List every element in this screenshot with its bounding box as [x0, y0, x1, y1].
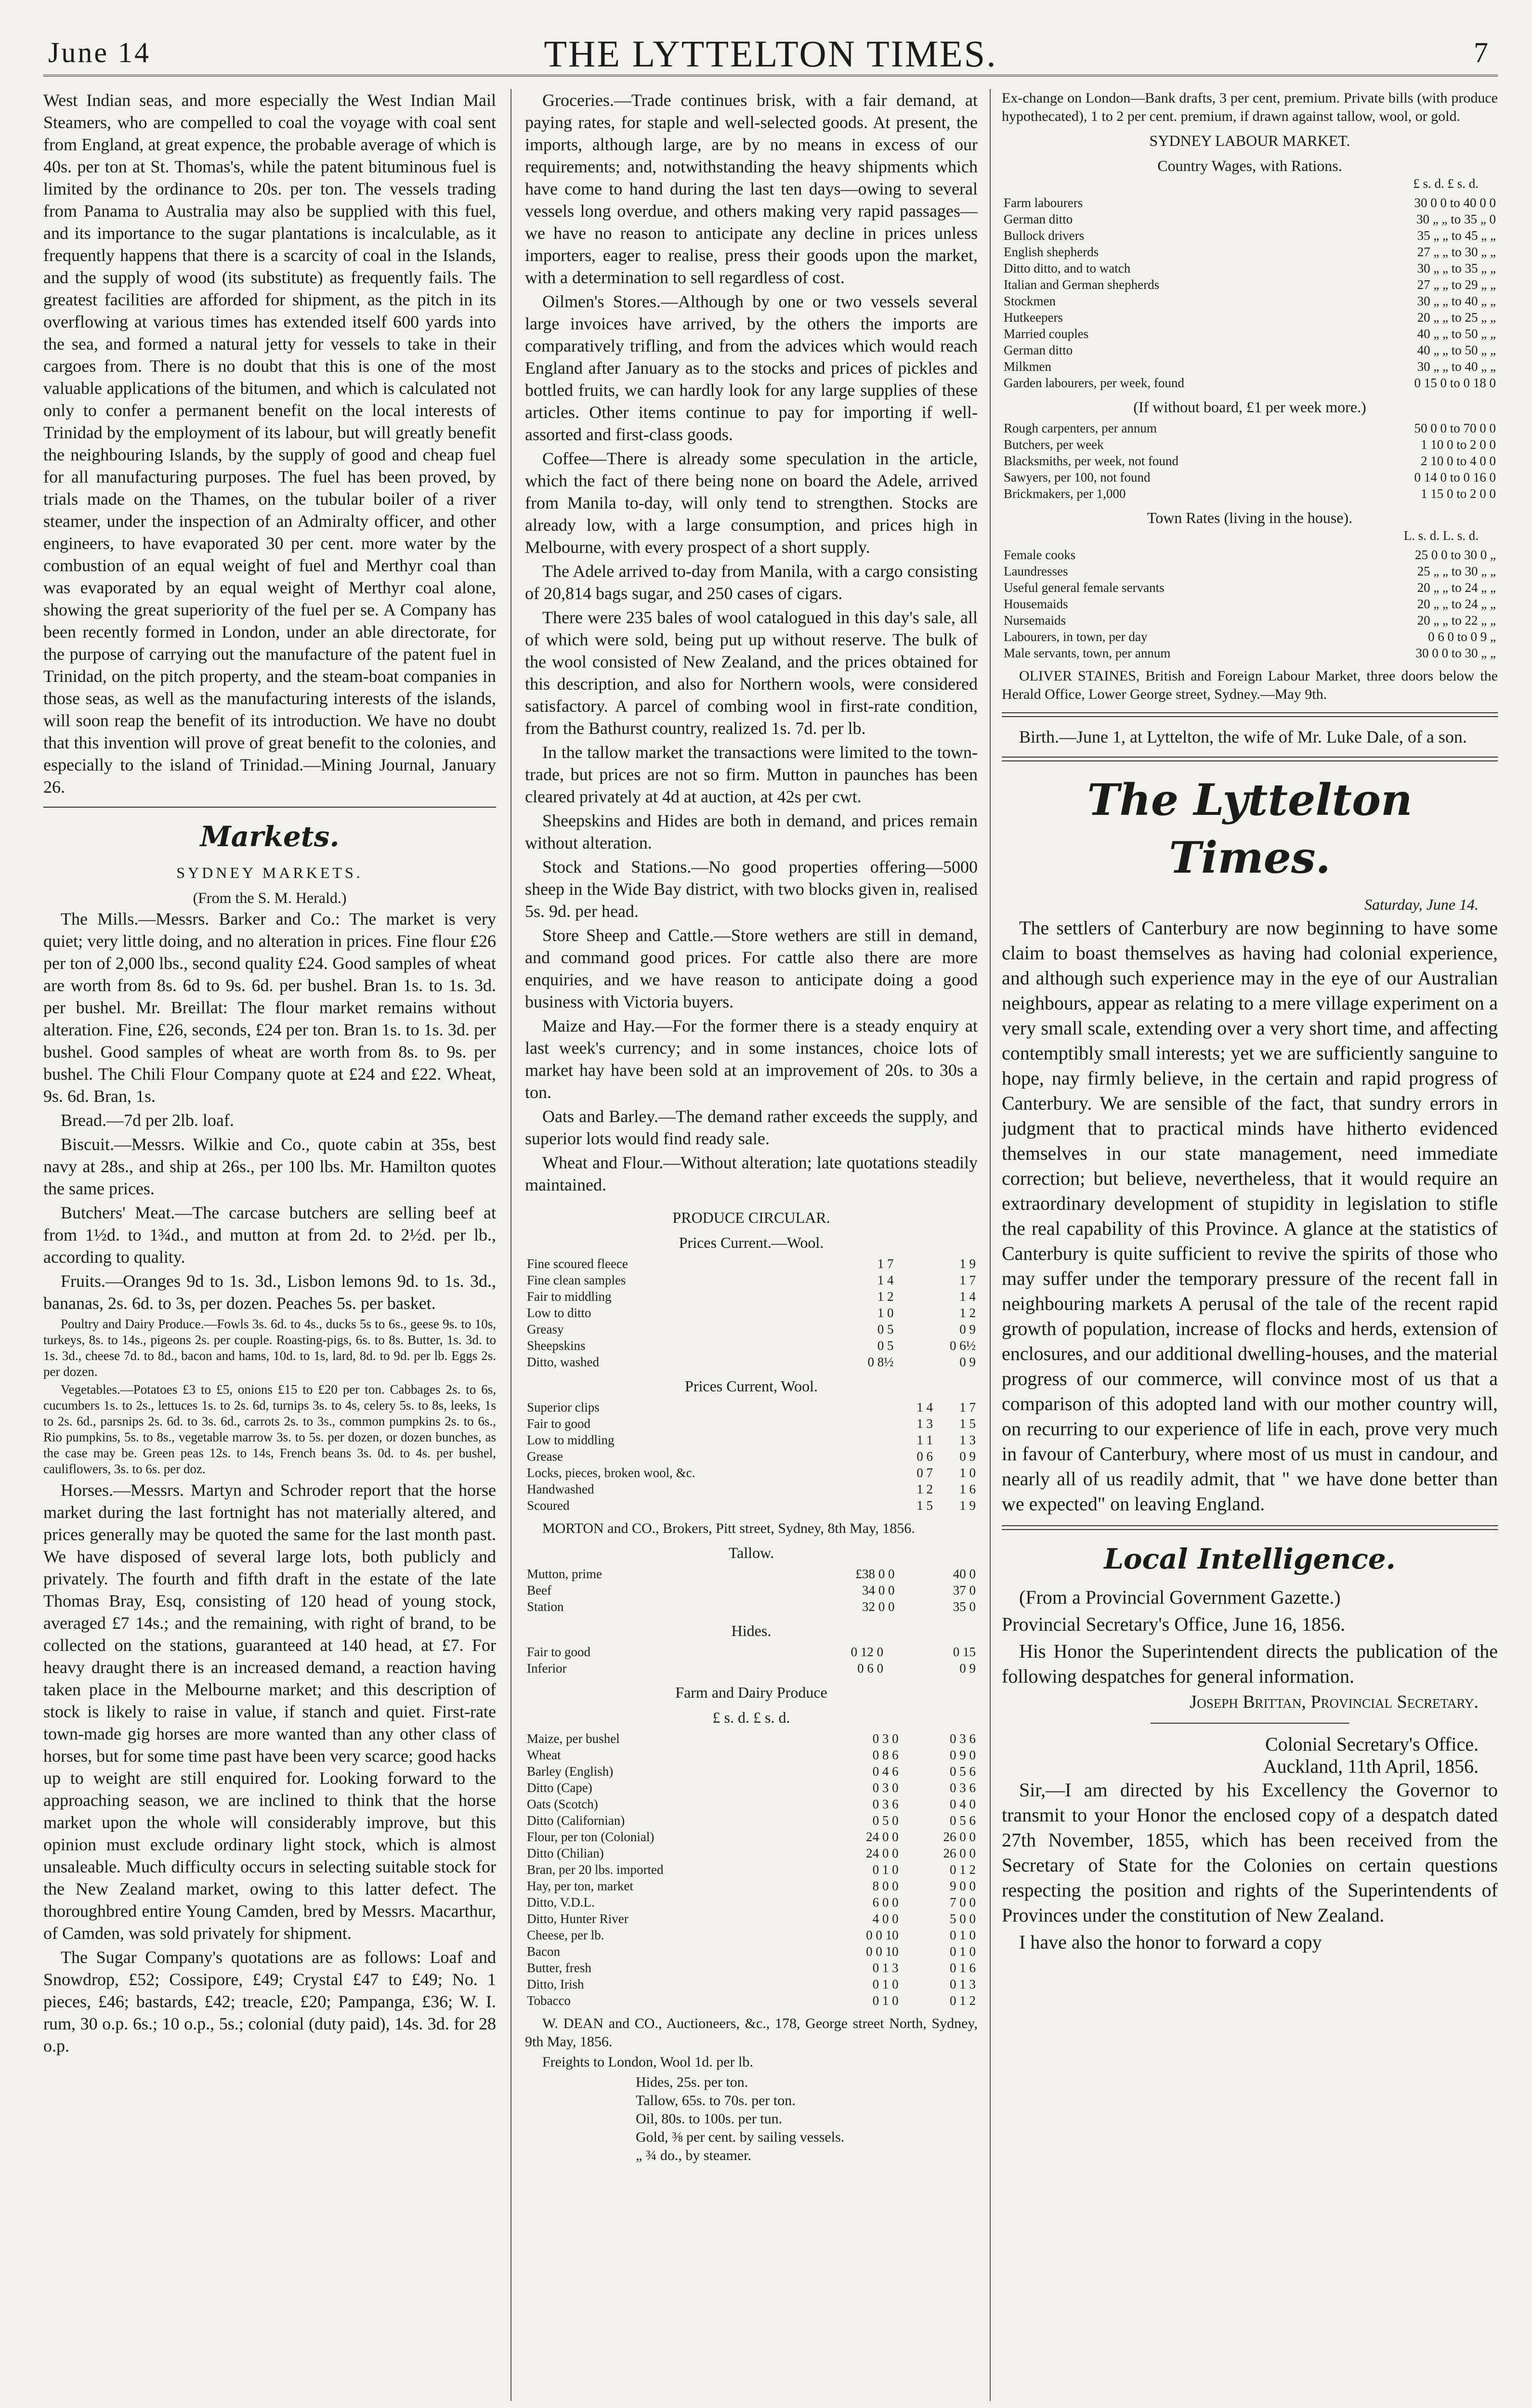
- table-row: [1002, 612, 1498, 628]
- adele-report: The Adele arrived to-day from Manila, with a cargo consisting of 20,814 bags sugar, and 250 cases of cigars.: [525, 562, 978, 603]
- gazette-source: (From a Provincial Government Gazette.): [1019, 1586, 1341, 1608]
- row-value: 0 3 6: [872, 1797, 899, 1811]
- row-value: 0 0 10: [866, 1944, 899, 1959]
- table-row: [525, 1432, 978, 1448]
- table-row: [1002, 244, 1498, 260]
- row-value: 24 0 0: [866, 1830, 899, 1844]
- labour-subheading: Country Wages, with Rations.: [1157, 157, 1342, 174]
- row-label: Handwashed: [527, 1482, 594, 1496]
- row-label: Female cooks: [1004, 548, 1076, 562]
- row-value: 0 1 0: [872, 1862, 899, 1877]
- row-value: 0 5 6: [950, 1813, 976, 1828]
- row-value: 1 0: [959, 1466, 976, 1480]
- table-row: [1002, 436, 1498, 453]
- row-value: 27 „ „ to 29 „ „: [1417, 277, 1496, 292]
- freights-heading: Freights to London, Wool 1d. per lb.: [542, 2054, 753, 2070]
- table-row: [525, 1943, 978, 1960]
- row-value: 5 0 0: [950, 1911, 976, 1926]
- divider: [1002, 712, 1498, 717]
- row-label: Italian and German shepherds: [1004, 277, 1160, 292]
- row-label: Oats (Scotch): [527, 1797, 598, 1811]
- row-value: 9 0 0: [950, 1879, 976, 1893]
- horses-report: Horses.—Messrs. Martyn and Schroder report that the horse market during the last fortnight has not materially altered, and prices generally may be quoted the same for the last month past. We have disposed of several large lots, both publicly and privately. The fourth and fifth draft in the estate of the late Thomas Bray, Esq, consisting of 120 head of young stock, averaged £7 14s.; and the remaining, with right of brand, to be collected on the stations, guaranteed at 140 head, at £7. For heavy draught there is an increased demand, a reaction having taken place in the Melbourne market; and this description of stock is likely to raise in value, if stanch and quiet. First-rate town-made gig horses are more wanted than any other class of horses, but for some time past have been very scarce; good hacks up to weight are still enquired for. Looking forward to the approaching season, we are inclined to think that the horse market upon the whole will considerably improve, but this opinion must exclude ordinary light stock, which is almost unsaleable. Much difficulty occurs in selecting suitable stock for the New Zealand market, owing to this latter defect. The thoroughbred entire Young Camden, bred by Messrs. Macarthur, of Camden, was sold privately for shipment.: [43, 1480, 496, 1943]
- labour-market-heading: SYDNEY LABOUR MARKET.: [1149, 132, 1350, 149]
- row-value: 0 14 0 to 0 16 0: [1414, 470, 1496, 484]
- table-row: [1002, 579, 1498, 596]
- table-row: [1002, 563, 1498, 579]
- row-value: 7 0 0: [950, 1895, 976, 1910]
- letter-body: Sir,—I am directed by his Excellency the Governor to transmit to your Honor the enclosed copy of a despatch dated 27th November, 1855, which has been received from the Secretary of State for the Colonies on certain questions respecting the position and rights of the Superintendents of Provinces under the constitution of New Zealand.: [1002, 1779, 1498, 1926]
- row-label: Low to middling: [527, 1433, 615, 1447]
- divider: [1151, 1723, 1349, 1724]
- row-value: 0 3 0: [872, 1780, 899, 1795]
- row-value: 0 1 0: [950, 1944, 976, 1959]
- secretary-office: Provincial Secretary's Office, June 16, 1856.: [1002, 1613, 1345, 1635]
- row-value: 25 0 0 to 30 0 „: [1415, 548, 1496, 562]
- table-row: [1002, 260, 1498, 276]
- town-units: L. s. d. L. s. d.: [1403, 528, 1479, 543]
- hides-table: [525, 1644, 978, 1676]
- row-value: 30 „ „ to 40 „ „: [1417, 294, 1496, 308]
- row-label: Butter, fresh: [527, 1961, 591, 1975]
- table-row: [525, 1272, 978, 1288]
- table-row: [1002, 375, 1498, 391]
- table-row: [525, 1566, 978, 1582]
- oilmen-report: Oilmen's Stores.—Although by one or two vessels several large invoices have arrived, by the others the imports are comparatively trifling, and from the advices which would reach England after January as to the stocks and prices of pickles and bottled fruits, we can hardly look for any large supplies of these articles. Other items continue to pay for importing if well-assorted and first-class goods.: [525, 292, 978, 444]
- row-value: 1 2: [917, 1482, 933, 1496]
- table-row: [525, 1354, 978, 1370]
- table-row: [525, 1763, 978, 1780]
- produce-circular-heading: PRODUCE CIRCULAR.: [672, 1209, 830, 1226]
- row-value: 1 5: [917, 1498, 933, 1513]
- labour-wages-table: [1002, 195, 1498, 391]
- table-row: [525, 1337, 978, 1354]
- table-row: [525, 1796, 978, 1812]
- dean-signature: W. DEAN and CO., Auctioneers, &c., 178, George street North, Sydney, 9th May, 1856.: [525, 2015, 978, 2050]
- row-value: 0 6 0 to 0 9 „: [1428, 629, 1496, 644]
- row-value: 0 5: [877, 1338, 894, 1353]
- row-value: 0 4 0: [950, 1797, 976, 1811]
- table-row: [1002, 547, 1498, 563]
- row-value: 0 15: [953, 1645, 976, 1659]
- table-row: [1002, 358, 1498, 375]
- table-row: [525, 1465, 978, 1481]
- tallow-report: In the tallow market the transactions were limited to the town-trade, but prices are not so firm. Mutton in paunches has been cleared privately at 4d at auction, at 42s per cwt.: [525, 743, 978, 806]
- table-row: [525, 1812, 978, 1829]
- freight-line: Gold, ⅜ per cent. by sailing vessels.: [636, 2129, 845, 2145]
- tallow-heading: Tallow.: [728, 1544, 774, 1561]
- row-value: 1 4: [877, 1273, 894, 1287]
- table-row: [1002, 485, 1498, 502]
- row-value: 0 9: [959, 1322, 976, 1336]
- row-value: 1 1: [917, 1433, 933, 1447]
- row-value: 0 12 0: [851, 1645, 884, 1659]
- groceries-report: Groceries.—Trade continues brisk, with a fair demand, at paying rates, for staple and well-selected goods. At present, the imports, although large, are by no means in excess of our requirements; and, notwithstanding the heavy shipments which have come to hand during the last ten days—owing to several vessels long overdue, and others making very rapid passages—we have no reason to anticipate any decline in prices unless importers, eager to realise, press their goods upon the market, with a determination to sell regardless of cost.: [525, 91, 978, 287]
- row-value: 30 „ „ to 35 „ 0: [1416, 212, 1496, 226]
- table-row: [525, 1960, 978, 1976]
- exchange-note: Ex-change on London—Bank drafts, 3 per cent, premium. Private bills (with produce hypothecated), 1 to 2 per cent. premium, if drawn against tallow, wool, or gold.: [1002, 90, 1498, 124]
- row-value: 0 1 3: [950, 1977, 976, 1991]
- letter-continues: I have also the honor to forward a copy: [1019, 1931, 1322, 1953]
- row-label: Butchers, per week: [1004, 437, 1104, 452]
- row-value: 27 „ „ to 30 „ „: [1417, 245, 1496, 259]
- row-value: 30 „ „ to 40 „ „: [1417, 359, 1496, 374]
- table-row: [1002, 628, 1498, 645]
- row-value: 20 „ „ to 22 „ „: [1417, 613, 1496, 628]
- freights-list: [525, 2073, 978, 2165]
- table-row: [1002, 645, 1498, 661]
- row-label: Beef: [527, 1583, 551, 1597]
- table-row: [525, 1927, 978, 1943]
- row-label: English shepherds: [1004, 245, 1099, 259]
- row-label: Fair to good: [527, 1645, 590, 1659]
- row-label: Hay, per ton, market: [527, 1879, 633, 1893]
- row-label: Ditto (Cape): [527, 1780, 592, 1795]
- row-value: 26 0 0: [943, 1830, 976, 1844]
- row-value: 24 0 0: [866, 1846, 899, 1860]
- wool-report: There were 235 bales of wool catalogued in this day's sale, all of which were sold, being put up without reserve. The bulk of the wool consisted of New Zealand, and the prices obtained for this description, and also for Northern wools, were considered satisfactory. A parcel of combing wool in first-rate condition, from the Bathurst country, realized 1s. 7d. per lb.: [525, 608, 978, 738]
- page-number: 7: [1474, 37, 1488, 68]
- table-row: [525, 1415, 978, 1432]
- stock-report: Stock and Stations.—No good properties offering—5000 sheep in the Wide Bay district, with two blocks given in, realised 5s. 9d. per head.: [525, 857, 978, 921]
- table-row: [1002, 596, 1498, 612]
- row-value: 1 2: [877, 1289, 894, 1304]
- table-row: [525, 1305, 978, 1321]
- row-value: 30 „ „ to 35 „ „: [1417, 261, 1496, 275]
- row-label: Sheepskins: [527, 1338, 586, 1353]
- farm-units: £ s. d. £ s. d.: [712, 1709, 790, 1726]
- row-label: German ditto: [1004, 212, 1073, 226]
- table-row: [525, 1894, 978, 1911]
- row-value: 35 0: [953, 1599, 976, 1614]
- town-rates-heading: Town Rates (living in the house).: [1147, 509, 1353, 526]
- row-value: 30 0 0 to 30 „ „: [1415, 646, 1496, 660]
- table-row: [1002, 276, 1498, 293]
- row-value: 37 0: [953, 1583, 976, 1597]
- maize-report: Maize and Hay.—For the former there is a steady enquiry at last week's currency; and in some instances, choice lots of market hay have been sold at an improvement of 20s. to 30s a ton.: [525, 1016, 978, 1102]
- butchers-report: Butchers' Meat.—The carcase butchers are selling beef at from 1½d. to 1¾d., and mutton at from 2d. to 2½d. per lb., according to quality.: [43, 1203, 496, 1267]
- freight-line: Hides, 25s. per ton.: [636, 2074, 748, 2090]
- table-row: [525, 1448, 978, 1465]
- row-value: 8 0 0: [872, 1879, 899, 1893]
- farm-produce-table: [525, 1730, 978, 2009]
- wheat-report: Wheat and Flour.—Without alteration; late quotations steadily maintained.: [525, 1153, 978, 1194]
- row-value: 20 „ „ to 24 „ „: [1417, 597, 1496, 611]
- oats-report: Oats and Barley.—The demand rather exceeds the supply, and superior lots would find ready sale.: [525, 1107, 978, 1148]
- row-label: Barley (English): [527, 1764, 614, 1779]
- row-value: 40 0: [953, 1567, 976, 1581]
- table-row: [1002, 420, 1498, 436]
- row-value: 50 0 0 to 70 0 0: [1414, 421, 1496, 435]
- table-row: [525, 1644, 978, 1660]
- table-row: [525, 1321, 978, 1337]
- row-value: 0 1 0: [872, 1977, 899, 1991]
- table-row: [525, 1288, 978, 1305]
- divider: [43, 807, 496, 808]
- row-value: 0 1 3: [872, 1961, 899, 1975]
- morton-signature: MORTON and CO., Brokers, Pitt street, Sydney, 8th May, 1856.: [542, 1520, 915, 1536]
- row-value: 0 3 6: [950, 1731, 976, 1746]
- row-value: 30 0 0 to 40 0 0: [1414, 196, 1496, 210]
- row-label: Housemaids: [1004, 597, 1068, 611]
- freight-line: Oil, 80s. to 100s. per tun.: [636, 2111, 783, 2127]
- row-label: Sawyers, per 100, not found: [1004, 470, 1151, 484]
- table-row: [525, 1878, 978, 1894]
- row-label: Ditto (Chilian): [527, 1846, 604, 1860]
- row-value: 40 „ „ to 50 „ „: [1417, 327, 1496, 341]
- store-report: Store Sheep and Cattle.—Store wethers are still in demand, and command good prices. For cattle also there are more enquiries, and we have reason to anticipate doing a good business with Victoria buyers.: [525, 926, 978, 1011]
- row-value: 0 1 2: [950, 1993, 976, 2008]
- sheepskins-report: Sheepskins and Hides are both in demand, and prices remain without alteration.: [525, 811, 978, 852]
- row-value: 32 0 0: [862, 1599, 895, 1614]
- row-value: 4 0 0: [872, 1911, 899, 1926]
- row-label: Garden labourers, per week, found: [1004, 376, 1184, 390]
- row-label: Scoured: [527, 1498, 570, 1513]
- row-label: Fair to good: [527, 1416, 590, 1431]
- vegetables-report: Vegetables.—Potatoes £3 to £5, onions £15 to £20 per ton. Cabbages 2s. to 6s, cucumbers 1s. to 2s., lettuces 1s. to 2s. 6d, turnips 3s. to 4s, celery 5s. to 8s, leeks, 1s to 2s. 6d., parsnips 2s. 6d. to 3s. 6d., carrots 2s. to 3s., common pumpkins 2s. to 6s., Rio pumpkins, 5s. to 8s., vegetable marrow 3s. to 5s. per dozen, or dozen bunches, as the case may be. Green peas 12s. to 14s, French beans 3s. 0d. to 4s. per bushel, cauliflowers, 3s. to 6s. per doz.: [43, 1382, 496, 1476]
- markets-heading: Markets.: [200, 820, 340, 853]
- row-label: Grease: [527, 1449, 563, 1464]
- row-label: Inferior: [527, 1661, 567, 1675]
- row-label: Milkmen: [1004, 359, 1051, 374]
- table-row: [525, 1829, 978, 1845]
- coffee-report: Coffee—There is already some speculation in the article, which the fact of there being none on board the Adele, arrived from Manila to-day, will only tend to strengthen. Stocks are already low, with a large consumption, and prices high in Melbourne, with every prospect of a short supply.: [525, 449, 978, 557]
- table-row: [1002, 342, 1498, 358]
- row-label: German ditto: [1004, 343, 1073, 357]
- row-label: Ditto, washed: [527, 1355, 599, 1369]
- row-value: £38 0 0: [855, 1567, 895, 1581]
- table-row: [1002, 309, 1498, 326]
- colonial-office: Colonial Secretary's Office.: [1265, 1733, 1479, 1755]
- newspaper-title: THE LYTTELTON TIMES.: [544, 33, 997, 75]
- sydney-markets-heading: SYDNEY MARKETS.: [176, 864, 363, 881]
- table-row: [1002, 227, 1498, 244]
- freight-line: Tallow, 65s. to 70s. per ton.: [636, 2093, 796, 2108]
- row-label: Tobacco: [527, 1993, 571, 2008]
- table-row: [525, 1481, 978, 1497]
- fruits-report: Fruits.—Oranges 9d to 1s. 3d., Lisbon lemons 9d. to 1s. 3d., bananas, 2s. 6d. to 3s, per dozen. Peaches 5s. per basket.: [43, 1271, 496, 1313]
- issue-date: June 14: [48, 37, 151, 68]
- labour-wages-table-2: [1002, 420, 1498, 502]
- row-value: 1 4: [959, 1289, 976, 1304]
- row-value: 0 7: [917, 1466, 933, 1480]
- row-value: 1 9: [959, 1256, 976, 1271]
- column-1: [43, 89, 496, 2408]
- row-value: 1 4: [917, 1400, 933, 1414]
- column-3: [1002, 89, 1498, 2408]
- row-value: 0 8½: [867, 1355, 894, 1369]
- mills-report: The Mills.—Messrs. Barker and Co.: The market is very quiet; very little doing, and no alteration in prices. Fine flour £26 per ton of 2,000 lbs., second quality £24. Good samples of wheat are worth from 8s. 6d to 9s. 6d. per bushel. Bran 1s. to 1s. 3d. per bushel. Mr. Breillat: The flour market remains without alteration. Fine, £26, seconds, £24 per ton. Bran 1s. to 1s. 3d. per bushel. Good samples of wheat are worth from 8s. to 9s. per bushel. The Chili Flour Company quote at £24 and £22. Wheat, 9s. 6d. Bran, 1s.: [43, 909, 496, 1106]
- row-label: Bran, per 20 lbs. imported: [527, 1862, 664, 1877]
- prices-wool2-heading: Prices Current, Wool.: [685, 1377, 818, 1395]
- row-label: Maize, per bushel: [527, 1731, 620, 1746]
- table-row: [1002, 469, 1498, 485]
- row-label: Cheese, per lb.: [527, 1928, 604, 1942]
- row-label: Greasy: [527, 1322, 564, 1336]
- row-value: 1 15 0 to 2 0 0: [1420, 486, 1496, 501]
- table-row: [525, 1911, 978, 1927]
- table-row: [525, 1660, 978, 1676]
- row-label: Locks, pieces, broken wool, &c.: [527, 1466, 695, 1480]
- row-label: Fair to middling: [527, 1289, 612, 1304]
- row-label: Blacksmiths, per week, not found: [1004, 454, 1178, 468]
- table-row: [525, 1399, 978, 1415]
- row-label: Station: [527, 1599, 564, 1614]
- biscuit-report: Biscuit.—Messrs. Wilkie and Co., quote cabin at 35s, best navy at 28s., and ship at 26s., per 100 lbs. Mr. Hamilton quotes the same prices.: [43, 1135, 496, 1198]
- row-label: Ditto, V.D.L.: [527, 1895, 595, 1910]
- masthead: [43, 26, 1498, 77]
- row-label: Flour, per ton (Colonial): [527, 1830, 655, 1844]
- hides-heading: Hides.: [731, 1622, 772, 1639]
- row-value: 1 7: [959, 1273, 976, 1287]
- row-value: 1 10 0 to 2 0 0: [1420, 437, 1496, 452]
- table-row: [525, 1497, 978, 1514]
- row-value: 2 10 0 to 4 0 0: [1420, 454, 1496, 468]
- table-row: [525, 1976, 978, 1992]
- honor-directs: His Honor the Superintendent directs the publication of the following despatches for general information.: [1002, 1640, 1498, 1687]
- wool-prices-table-2: [525, 1399, 978, 1514]
- row-value: 1 7: [877, 1256, 894, 1271]
- row-label: Superior clips: [527, 1400, 600, 1414]
- prices-wool-heading: Prices Current.—Wool.: [679, 1234, 824, 1251]
- sydney-markets-source: (From the S. M. Herald.): [193, 889, 347, 906]
- row-label: Stockmen: [1004, 294, 1056, 308]
- freight-line: „ ¾ do., by steamer.: [636, 2147, 751, 2163]
- row-value: 1 6: [959, 1482, 976, 1496]
- row-value: 0 3 6: [950, 1780, 976, 1795]
- row-label: Ditto, Irish: [527, 1977, 584, 1991]
- row-value: 34 0 0: [862, 1583, 895, 1597]
- labour-units: £ s. d. £ s. d.: [1413, 176, 1479, 191]
- table-row: [525, 1730, 978, 1747]
- table-row: [525, 1845, 978, 1861]
- labour-note: (If without board, £1 per week more.): [1133, 398, 1366, 416]
- article-trinidad-fuel: West Indian seas, and more especially the West Indian Mail Steamers, who are compelled to coal the voyage with coal sent from England, at great expence, the probable average of which is 40s. per ton at St. Thomas's, while the patent bituminous fuel is limited by the ordinance to 20s. per ton. The vessels trading from Panama to Australia may also be supplied with this fuel, and its importance to the sugar plantations is incalculable, as it frequently happens that there is a scarcity of coal in the Islands, and the supply of wood (its substitute) as frequently fails. The greatest facilities are afforded for shipment, as the pitch in its overflowing at various times has extended itself 600 yards into the sea, and formed a natural jetty for vessels to take in their cargoes from. There is no doubt that this is one of the most valuable applications of the bitumen, and which is calculated not only to confer a permanent benefit on the local interests of Trinidad by the employment of its labour, but will greatly benefit the neighbouring Islands, by the supply of good and cheap fuel for all manufacturing purposes. The fuel has been proved, by trials made on the Thames, on the tubular boiler of a river steamer, under the inspection of an Admiralty officer, and other engineers, to have evaporated 30 per cent. more water by the combustion of an equal weight of fuel and Merthyr coal than was evaporated by an equal weight of Merthyr coal alone, showing the great superiority of the fuel per se. A Company has been recently formed in London, under an able directorate, for the purpose of carrying out the manufacture of the patent fuel in Trinidad, on the pitch property, and the steam-boat companies in those seas, as well as the manufacturing interests of the islands, will soon reap the benefit of its introduction. We have no doubt that this invention will prove of great benefit to the colonies, and especially to the island of Trinidad.—Mining Journal, January 26.: [43, 91, 496, 797]
- row-value: 26 0 0: [943, 1846, 976, 1860]
- town-rates-table: [1002, 547, 1498, 661]
- row-label: Ditto (Californian): [527, 1813, 625, 1828]
- row-label: Mutton, prime: [527, 1567, 602, 1581]
- sugar-report: The Sugar Company's quotations are as follows: Loaf and Snowdrop, £52; Cossipore, £49; Crystal £47 to £49; No. 1 pieces, £46; bastards, £42; treacle, £20; Pampanga, £36; W. I. rum, 30 o.p. 6s.; 10 o.p., 5s.; colonial (duty paid), 14s. 3d. for 28 o.p.: [43, 1948, 496, 2055]
- row-value: 0 0 10: [866, 1928, 899, 1942]
- row-value: 6 0 0: [872, 1895, 899, 1910]
- row-value: 0 6 0: [857, 1661, 884, 1675]
- row-value: 25 „ „ to 30 „ „: [1417, 564, 1496, 578]
- table-row: [525, 1582, 978, 1598]
- table-row: [1002, 195, 1498, 211]
- row-label: Nursemaids: [1004, 613, 1066, 628]
- table-row: [525, 1747, 978, 1763]
- row-value: 1 7: [959, 1400, 976, 1414]
- row-label: Male servants, town, per annum: [1004, 646, 1171, 660]
- table-row: [525, 1780, 978, 1796]
- row-value: 0 1 6: [950, 1961, 976, 1975]
- row-value: 0 9 0: [950, 1748, 976, 1762]
- table-row: [1002, 326, 1498, 342]
- row-value: 0 6½: [950, 1338, 976, 1353]
- auckland-date: Auckland, 11th April, 1856.: [1263, 1755, 1479, 1777]
- row-value: 1 9: [959, 1498, 976, 1513]
- divider: [1002, 1525, 1498, 1530]
- editorial-text: The settlers of Canterbury are now beginning to have some claim to boast themselves as having had colonial experience, and although such experience may in the eye of our Australian neighbours, appear as relating to a mere village experiment on a very small scale, extending over a very short time, and affecting contemptibly small interests; yet we are sufficiently sanguine to hope, nay firmly believe, in the certain and rapid progress of Canterbury. We are sensible of the fact, that sundry errors in judgment that to practical minds have hitherto evidenced themselves in our state management, need immediate correction; but believe, nevertheless, that it would require an extraordinary development of stupidity in legislation to stifle the real capability of this Province. A glance at the statistics of Canterbury is quite sufficient to revive the spirits of those who may suffer under the temporary pressure of the recent fall in neighbouring markets A perusal of the tale of the recent rapid growth of population, increase of flocks and herds, extension of enclosures, and our additional dwelling-houses, and the material progress of our commerce, will convince most of us that a comparison of this adopted land with our mother country will, on recurring to our experience of life in each, prove very much in favour of Canterbury, where most of us must in candour, and nearly all of us readily admit, that " we have done better than we expected" on leaving England.: [1002, 917, 1498, 1515]
- row-value: 1 3: [959, 1433, 976, 1447]
- poultry-report: Poultry and Dairy Produce.—Fowls 3s. 6d. to 4s., ducks 5s to 6s., geese 9s. to 10s, turkeys, 8s. to 14s., pigeons 2s. per couple. Roasting-pigs, 6s. to 8s. Butter, 1s. 3d. to 1s. 3d., cheese 7d. to 8d., bacon and hams, 10d. to 1s, lard, 8d. to 9d. per lb. Eggs 2s. per dozen.: [43, 1317, 496, 1379]
- row-value: 0 15 0 to 0 18 0: [1414, 376, 1496, 390]
- staines-signature: OLIVER STAINES, British and Foreign Labour Market, three doors below the Herald Office, Lower George street, Sydney.—May 9th.: [1002, 668, 1498, 702]
- local-intelligence-heading: Local Intelligence.: [1104, 1543, 1396, 1575]
- row-label: Useful general female servants: [1004, 580, 1165, 595]
- column-divider: [990, 89, 991, 2401]
- row-value: 0 9: [959, 1449, 976, 1464]
- row-value: 1 5: [959, 1416, 976, 1431]
- row-value: 0 1 0: [872, 1993, 899, 2008]
- row-value: 1 2: [959, 1306, 976, 1320]
- bread-report: Bread.—7d per 2lb. loaf.: [61, 1111, 234, 1130]
- row-label: Laundresses: [1004, 564, 1068, 578]
- row-label: Farm labourers: [1004, 196, 1083, 210]
- row-label: Rough carpenters, per annum: [1004, 421, 1157, 435]
- row-label: Labourers, in town, per day: [1004, 629, 1148, 644]
- table-row: [1002, 293, 1498, 309]
- table-row: [525, 1861, 978, 1878]
- row-value: 0 9: [959, 1355, 976, 1369]
- row-label: Bacon: [527, 1944, 560, 1959]
- divider: [1002, 757, 1498, 761]
- row-value: 1 0: [877, 1306, 894, 1320]
- row-value: 0 9: [959, 1661, 976, 1675]
- row-value: 1 3: [917, 1416, 933, 1431]
- row-value: 0 5 0: [872, 1813, 899, 1828]
- row-value: 0 8 6: [872, 1748, 899, 1762]
- table-row: [525, 1598, 978, 1615]
- row-value: 20 „ „ to 24 „ „: [1417, 580, 1496, 595]
- row-label: Fine clean samples: [527, 1273, 626, 1287]
- editorial-date: Saturday, June 14.: [1364, 896, 1479, 913]
- row-label: Ditto ditto, and to watch: [1004, 261, 1131, 275]
- row-value: 40 „ „ to 50 „ „: [1417, 343, 1496, 357]
- row-label: Ditto, Hunter River: [527, 1911, 629, 1926]
- brittan-signature: Joseph Brittan, Provincial Secretary.: [1190, 1692, 1479, 1712]
- row-label: Married couples: [1004, 327, 1089, 341]
- wool-prices-table: [525, 1256, 978, 1370]
- birth-notice: Birth.—June 1, at Lyttelton, the wife of Mr. Luke Dale, of a son.: [1019, 727, 1467, 746]
- tallow-table: [525, 1566, 978, 1615]
- table-row: [525, 1992, 978, 2009]
- row-label: Bullock drivers: [1004, 228, 1085, 243]
- table-row: [1002, 211, 1498, 227]
- row-value: 0 1 2: [950, 1862, 976, 1877]
- table-row: [1002, 453, 1498, 469]
- row-label: Brickmakers, per 1,000: [1004, 486, 1126, 501]
- row-value: 0 6: [917, 1449, 933, 1464]
- row-value: 0 5 6: [950, 1764, 976, 1779]
- column-2: [525, 89, 978, 2408]
- table-row: [525, 1256, 978, 1272]
- row-value: 0 5: [877, 1322, 894, 1336]
- editorial-heading: The Lyttelton Times.: [1087, 774, 1413, 883]
- row-label: Hutkeepers: [1004, 310, 1063, 325]
- row-label: Wheat: [527, 1748, 561, 1762]
- row-value: 0 4 6: [872, 1764, 899, 1779]
- farm-heading: Farm and Dairy Produce: [675, 1684, 827, 1701]
- row-value: 35 „ „ to 45 „ „: [1417, 228, 1496, 243]
- row-value: 0 3 0: [872, 1731, 899, 1746]
- row-label: Fine scoured fleece: [527, 1256, 628, 1271]
- row-label: Low to ditto: [527, 1306, 591, 1320]
- row-value: 0 1 0: [950, 1928, 976, 1942]
- row-value: 20 „ „ to 25 „ „: [1417, 310, 1496, 325]
